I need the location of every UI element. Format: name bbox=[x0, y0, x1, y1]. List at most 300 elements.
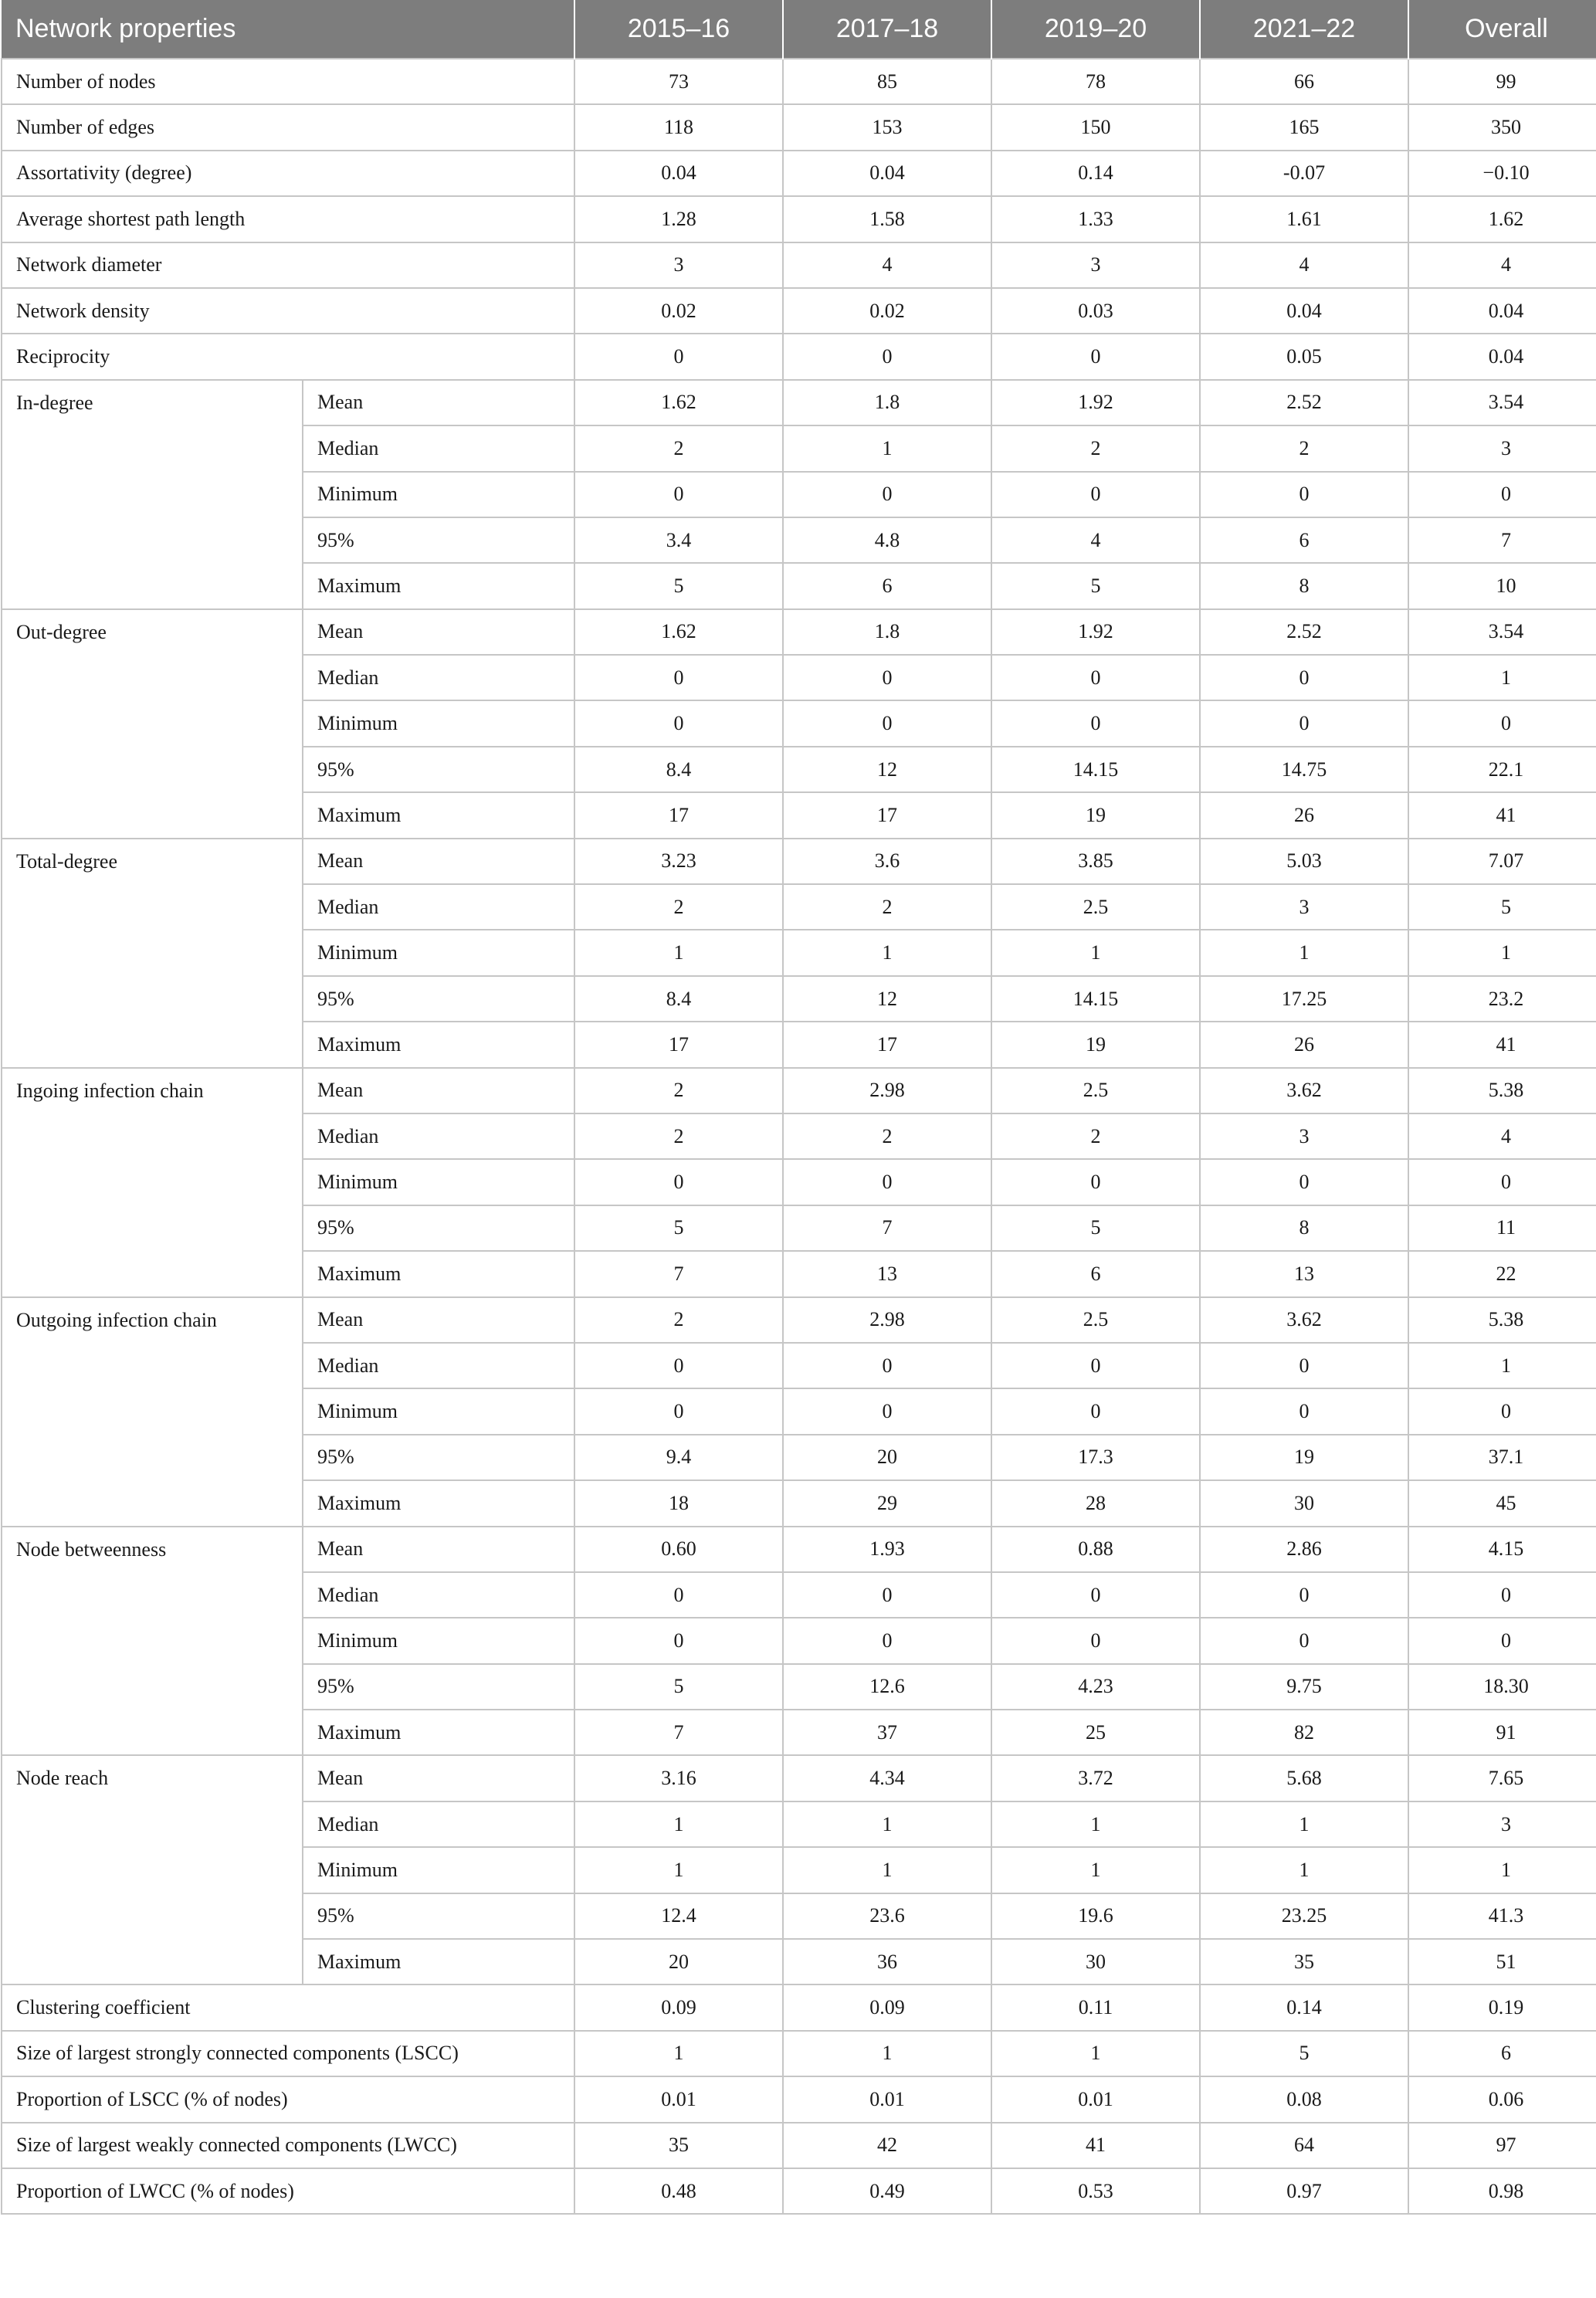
table-row bbox=[2, 288, 1596, 334]
stat-label: Median bbox=[303, 425, 574, 471]
value-cell: 7.65 bbox=[1408, 1755, 1596, 1801]
value-cell: 1.92 bbox=[991, 609, 1200, 655]
value-cell: 7 bbox=[1408, 517, 1596, 563]
value-cell: 19 bbox=[1200, 1435, 1408, 1480]
property-label: Proportion of LWCC (% of nodes) bbox=[2, 2168, 574, 2214]
stat-label: Median bbox=[303, 1343, 574, 1388]
value-cell: 3.54 bbox=[1408, 609, 1596, 655]
value-cell: 66 bbox=[1200, 59, 1408, 104]
value-cell: 1.62 bbox=[574, 609, 783, 655]
value-cell: 4.34 bbox=[783, 1755, 991, 1801]
value-cell: 9.75 bbox=[1200, 1664, 1408, 1710]
stat-label: Minimum bbox=[303, 1847, 574, 1893]
value-cell: 91 bbox=[1408, 1710, 1596, 1755]
stat-label: 95% bbox=[303, 1664, 574, 1710]
value-cell: 0.04 bbox=[783, 151, 991, 196]
value-cell: 3.85 bbox=[991, 839, 1200, 884]
group-label: Out-degree bbox=[2, 609, 303, 839]
value-cell: 2 bbox=[574, 1068, 783, 1113]
value-cell: 0 bbox=[1408, 1159, 1596, 1205]
value-cell: 4 bbox=[1200, 242, 1408, 288]
stat-label: Mean bbox=[303, 380, 574, 425]
value-cell: 17 bbox=[574, 1022, 783, 1067]
value-cell: 1 bbox=[1408, 1343, 1596, 1388]
value-cell: 1.93 bbox=[783, 1527, 991, 1572]
value-cell: 5 bbox=[574, 563, 783, 608]
table-row bbox=[2, 196, 1596, 242]
table-row bbox=[2, 1527, 1596, 1572]
value-cell: 73 bbox=[574, 59, 783, 104]
value-cell: 5.68 bbox=[1200, 1755, 1408, 1801]
value-cell: 150 bbox=[991, 104, 1200, 150]
value-cell: 1 bbox=[991, 2031, 1200, 2076]
value-cell: 0 bbox=[783, 655, 991, 700]
stat-label: 95% bbox=[303, 1205, 574, 1251]
value-cell: 0 bbox=[1408, 1618, 1596, 1663]
value-cell: 6 bbox=[783, 563, 991, 608]
value-cell: 0 bbox=[783, 1572, 991, 1618]
property-label: Number of nodes bbox=[2, 59, 574, 104]
value-cell: 153 bbox=[783, 104, 991, 150]
value-cell: 26 bbox=[1200, 1022, 1408, 1067]
value-cell: 0 bbox=[991, 472, 1200, 517]
value-cell: 2.98 bbox=[783, 1068, 991, 1113]
table-body bbox=[2, 59, 1596, 2214]
table-row bbox=[2, 1068, 1596, 1113]
stat-label: Median bbox=[303, 655, 574, 700]
value-cell: 0 bbox=[574, 1388, 783, 1434]
value-cell: 41 bbox=[1408, 792, 1596, 838]
value-cell: 9.4 bbox=[574, 1435, 783, 1480]
value-cell: 3 bbox=[574, 242, 783, 288]
value-cell: 36 bbox=[783, 1939, 991, 1984]
value-cell: 1 bbox=[1200, 1847, 1408, 1893]
stat-label: 95% bbox=[303, 976, 574, 1022]
value-cell: 14.15 bbox=[991, 747, 1200, 792]
stat-label: Maximum bbox=[303, 563, 574, 608]
value-cell: 37.1 bbox=[1408, 1435, 1596, 1480]
value-cell: 0.01 bbox=[783, 2076, 991, 2122]
value-cell: 0.03 bbox=[991, 288, 1200, 334]
value-cell: 25 bbox=[991, 1710, 1200, 1755]
group-label: Outgoing infection chain bbox=[2, 1297, 303, 1527]
value-cell: 0 bbox=[991, 334, 1200, 379]
value-cell: 1.58 bbox=[783, 196, 991, 242]
value-cell: 3.54 bbox=[1408, 380, 1596, 425]
value-cell: 23.25 bbox=[1200, 1893, 1408, 1939]
value-cell: 23.6 bbox=[783, 1893, 991, 1939]
table-row bbox=[2, 2123, 1596, 2168]
value-cell: 0 bbox=[991, 655, 1200, 700]
value-cell: 51 bbox=[1408, 1939, 1596, 1984]
value-cell: 4 bbox=[783, 242, 991, 288]
value-cell: 0.97 bbox=[1200, 2168, 1408, 2214]
value-cell: 17 bbox=[783, 792, 991, 838]
value-cell: 7.07 bbox=[1408, 839, 1596, 884]
value-cell: 4.23 bbox=[991, 1664, 1200, 1710]
value-cell: 13 bbox=[783, 1251, 991, 1296]
value-cell: 0.01 bbox=[574, 2076, 783, 2122]
value-cell: 0 bbox=[574, 1159, 783, 1205]
table-row bbox=[2, 1984, 1596, 2030]
stat-label: 95% bbox=[303, 747, 574, 792]
value-cell: 0 bbox=[574, 334, 783, 379]
table-header bbox=[2, 0, 1596, 59]
value-cell: 5 bbox=[1200, 2031, 1408, 2076]
value-cell: 2 bbox=[783, 884, 991, 930]
value-cell: 5.38 bbox=[1408, 1297, 1596, 1343]
value-cell: 0.02 bbox=[574, 288, 783, 334]
value-cell: 4.15 bbox=[1408, 1527, 1596, 1572]
value-cell: 0.14 bbox=[1200, 1984, 1408, 2030]
value-cell: 35 bbox=[1200, 1939, 1408, 1984]
table-row bbox=[2, 334, 1596, 379]
value-cell: 2 bbox=[574, 1297, 783, 1343]
value-cell: 1.28 bbox=[574, 196, 783, 242]
value-cell: 6 bbox=[991, 1251, 1200, 1296]
value-cell: 0.04 bbox=[1408, 334, 1596, 379]
value-cell: 0 bbox=[1408, 1572, 1596, 1618]
table-row bbox=[2, 1297, 1596, 1343]
value-cell: 0.19 bbox=[1408, 1984, 1596, 2030]
value-cell: 20 bbox=[783, 1435, 991, 1480]
property-label: Network density bbox=[2, 288, 574, 334]
table-row bbox=[2, 59, 1596, 104]
value-cell: 82 bbox=[1200, 1710, 1408, 1755]
stat-label: Minimum bbox=[303, 700, 574, 746]
value-cell: 5 bbox=[991, 563, 1200, 608]
table-row bbox=[2, 2031, 1596, 2076]
value-cell: 3.72 bbox=[991, 1755, 1200, 1801]
stat-label: Median bbox=[303, 1572, 574, 1618]
stat-label: Minimum bbox=[303, 1159, 574, 1205]
value-cell: 41.3 bbox=[1408, 1893, 1596, 1939]
value-cell: 1 bbox=[574, 1847, 783, 1893]
value-cell: 2.5 bbox=[991, 1297, 1200, 1343]
property-label: Assortativity (degree) bbox=[2, 151, 574, 196]
value-cell: 30 bbox=[991, 1939, 1200, 1984]
value-cell: 7 bbox=[783, 1205, 991, 1251]
value-cell: 0.04 bbox=[574, 151, 783, 196]
value-cell: 2 bbox=[991, 425, 1200, 471]
value-cell: 22 bbox=[1408, 1251, 1596, 1296]
stat-label: Mean bbox=[303, 1068, 574, 1113]
table-row bbox=[2, 104, 1596, 150]
value-cell: 26 bbox=[1200, 792, 1408, 838]
stat-label: Maximum bbox=[303, 792, 574, 838]
value-cell: 5.38 bbox=[1408, 1068, 1596, 1113]
value-cell: 3.62 bbox=[1200, 1297, 1408, 1343]
value-cell: 12 bbox=[783, 747, 991, 792]
value-cell: 2.52 bbox=[1200, 609, 1408, 655]
value-cell: 3 bbox=[1200, 1113, 1408, 1159]
stat-label: Minimum bbox=[303, 1388, 574, 1434]
table-row bbox=[2, 1755, 1596, 1801]
value-cell: 41 bbox=[991, 2123, 1200, 2168]
value-cell: −0.10 bbox=[1408, 151, 1596, 196]
value-cell: 0 bbox=[783, 334, 991, 379]
value-cell: 0 bbox=[574, 655, 783, 700]
stat-label: Maximum bbox=[303, 1022, 574, 1067]
value-cell: 1 bbox=[1408, 930, 1596, 975]
value-cell: 1 bbox=[574, 2031, 783, 2076]
value-cell: 1 bbox=[991, 930, 1200, 975]
stat-label: Maximum bbox=[303, 1480, 574, 1526]
value-cell: 0 bbox=[991, 700, 1200, 746]
value-cell: 18 bbox=[574, 1480, 783, 1526]
value-cell: 12.4 bbox=[574, 1893, 783, 1939]
property-label: Size of largest strongly connected components (LSCC) bbox=[2, 2031, 574, 2076]
value-cell: 1 bbox=[783, 930, 991, 975]
value-cell: 0 bbox=[1200, 1159, 1408, 1205]
value-cell: 1.62 bbox=[574, 380, 783, 425]
stat-label: Median bbox=[303, 1113, 574, 1159]
value-cell: 5 bbox=[1408, 884, 1596, 930]
value-cell: 1.33 bbox=[991, 196, 1200, 242]
value-cell: 4.8 bbox=[783, 517, 991, 563]
value-cell: 0 bbox=[574, 1572, 783, 1618]
value-cell: 1 bbox=[991, 1801, 1200, 1847]
property-label: Average shortest path length bbox=[2, 196, 574, 242]
value-cell: 0 bbox=[1200, 1618, 1408, 1663]
value-cell: 42 bbox=[783, 2123, 991, 2168]
value-cell: 8.4 bbox=[574, 976, 783, 1022]
value-cell: 8.4 bbox=[574, 747, 783, 792]
value-cell: 0 bbox=[991, 1388, 1200, 1434]
value-cell: 1 bbox=[783, 1801, 991, 1847]
value-cell: 3 bbox=[1200, 884, 1408, 930]
value-cell: 2 bbox=[574, 425, 783, 471]
value-cell: 78 bbox=[991, 59, 1200, 104]
value-cell: 8 bbox=[1200, 563, 1408, 608]
header-network-properties: Network properties bbox=[2, 0, 574, 59]
value-cell: 0 bbox=[991, 1159, 1200, 1205]
value-cell: 1 bbox=[783, 425, 991, 471]
group-label: In-degree bbox=[2, 380, 303, 609]
value-cell: 2.5 bbox=[991, 1068, 1200, 1113]
value-cell: 19 bbox=[991, 792, 1200, 838]
stat-label: Minimum bbox=[303, 1618, 574, 1663]
value-cell: 0.49 bbox=[783, 2168, 991, 2214]
value-cell: 0 bbox=[1200, 655, 1408, 700]
value-cell: 14.15 bbox=[991, 976, 1200, 1022]
value-cell: 11 bbox=[1408, 1205, 1596, 1251]
value-cell: 1 bbox=[1200, 1801, 1408, 1847]
value-cell: 1 bbox=[1408, 1847, 1596, 1893]
value-cell: 0 bbox=[1408, 700, 1596, 746]
value-cell: 0.09 bbox=[783, 1984, 991, 2030]
value-cell: 1.8 bbox=[783, 380, 991, 425]
value-cell: 0.01 bbox=[991, 2076, 1200, 2122]
value-cell: 0.08 bbox=[1200, 2076, 1408, 2122]
value-cell: 2 bbox=[574, 1113, 783, 1159]
value-cell: 17.3 bbox=[991, 1435, 1200, 1480]
table-row bbox=[2, 242, 1596, 288]
value-cell: 17 bbox=[783, 1022, 991, 1067]
value-cell: 0 bbox=[1200, 1572, 1408, 1618]
value-cell: -0.07 bbox=[1200, 151, 1408, 196]
value-cell: 6 bbox=[1408, 2031, 1596, 2076]
value-cell: 3.6 bbox=[783, 839, 991, 884]
value-cell: 1 bbox=[991, 1847, 1200, 1893]
value-cell: 19 bbox=[991, 1022, 1200, 1067]
value-cell: 0.48 bbox=[574, 2168, 783, 2214]
value-cell: 2 bbox=[574, 884, 783, 930]
value-cell: 64 bbox=[1200, 2123, 1408, 2168]
value-cell: 2.86 bbox=[1200, 1527, 1408, 1572]
value-cell: 1.62 bbox=[1408, 196, 1596, 242]
value-cell: 2.98 bbox=[783, 1297, 991, 1343]
value-cell: 2 bbox=[783, 1113, 991, 1159]
value-cell: 0 bbox=[1408, 472, 1596, 517]
value-cell: 8 bbox=[1200, 1205, 1408, 1251]
value-cell: 0.02 bbox=[783, 288, 991, 334]
property-label: Proportion of LSCC (% of nodes) bbox=[2, 2076, 574, 2122]
value-cell: 30 bbox=[1200, 1480, 1408, 1526]
value-cell: 1.92 bbox=[991, 380, 1200, 425]
value-cell: 7 bbox=[574, 1251, 783, 1296]
value-cell: 28 bbox=[991, 1480, 1200, 1526]
value-cell: 0 bbox=[991, 1343, 1200, 1388]
table-row bbox=[2, 839, 1596, 884]
value-cell: 0 bbox=[574, 700, 783, 746]
value-cell: 19.6 bbox=[991, 1893, 1200, 1939]
value-cell: 0.60 bbox=[574, 1527, 783, 1572]
group-label: Ingoing infection chain bbox=[2, 1068, 303, 1297]
value-cell: 1 bbox=[574, 1801, 783, 1847]
value-cell: 4 bbox=[991, 517, 1200, 563]
value-cell: 0 bbox=[1200, 472, 1408, 517]
value-cell: 4 bbox=[1408, 242, 1596, 288]
value-cell: 2 bbox=[991, 1113, 1200, 1159]
value-cell: 5.03 bbox=[1200, 839, 1408, 884]
value-cell: 2.52 bbox=[1200, 380, 1408, 425]
header-2017-18: 2017–18 bbox=[783, 0, 991, 59]
property-label: Network diameter bbox=[2, 242, 574, 288]
value-cell: 23.2 bbox=[1408, 976, 1596, 1022]
value-cell: 0.53 bbox=[991, 2168, 1200, 2214]
value-cell: 14.75 bbox=[1200, 747, 1408, 792]
stat-label: Mean bbox=[303, 609, 574, 655]
value-cell: 6 bbox=[1200, 517, 1408, 563]
value-cell: 0 bbox=[783, 1159, 991, 1205]
value-cell: 3 bbox=[991, 242, 1200, 288]
value-cell: 0 bbox=[574, 1343, 783, 1388]
value-cell: 0.04 bbox=[1200, 288, 1408, 334]
value-cell: 3 bbox=[1408, 1801, 1596, 1847]
value-cell: 0 bbox=[574, 472, 783, 517]
value-cell: 18.30 bbox=[1408, 1664, 1596, 1710]
header-row bbox=[2, 0, 1596, 59]
table-row bbox=[2, 2168, 1596, 2214]
value-cell: 20 bbox=[574, 1939, 783, 1984]
value-cell: 10 bbox=[1408, 563, 1596, 608]
value-cell: 12 bbox=[783, 976, 991, 1022]
value-cell: 0.05 bbox=[1200, 334, 1408, 379]
value-cell: 0 bbox=[1200, 1343, 1408, 1388]
value-cell: 17 bbox=[574, 792, 783, 838]
value-cell: 1 bbox=[1408, 655, 1596, 700]
value-cell: 0 bbox=[574, 1618, 783, 1663]
stat-label: Mean bbox=[303, 839, 574, 884]
value-cell: 2 bbox=[1200, 425, 1408, 471]
stat-label: 95% bbox=[303, 1435, 574, 1480]
value-cell: 29 bbox=[783, 1480, 991, 1526]
value-cell: 3.62 bbox=[1200, 1068, 1408, 1113]
stat-label: Minimum bbox=[303, 930, 574, 975]
value-cell: 85 bbox=[783, 59, 991, 104]
value-cell: 3.16 bbox=[574, 1755, 783, 1801]
value-cell: 0.06 bbox=[1408, 2076, 1596, 2122]
group-label: Total-degree bbox=[2, 839, 303, 1068]
value-cell: 0.98 bbox=[1408, 2168, 1596, 2214]
value-cell: 0.14 bbox=[991, 151, 1200, 196]
value-cell: 0.09 bbox=[574, 1984, 783, 2030]
stat-label: Mean bbox=[303, 1297, 574, 1343]
value-cell: 2.5 bbox=[991, 884, 1200, 930]
table-row bbox=[2, 151, 1596, 196]
stat-label: Maximum bbox=[303, 1251, 574, 1296]
value-cell: 17.25 bbox=[1200, 976, 1408, 1022]
stat-label: 95% bbox=[303, 1893, 574, 1939]
table-row bbox=[2, 380, 1596, 425]
stat-label: Minimum bbox=[303, 472, 574, 517]
value-cell: 0 bbox=[1408, 1388, 1596, 1434]
stat-label: Maximum bbox=[303, 1710, 574, 1755]
value-cell: 22.1 bbox=[1408, 747, 1596, 792]
stat-label: Median bbox=[303, 1801, 574, 1847]
value-cell: 1.8 bbox=[783, 609, 991, 655]
value-cell: 5 bbox=[991, 1205, 1200, 1251]
value-cell: 0 bbox=[783, 1343, 991, 1388]
header-overall: Overall bbox=[1408, 0, 1596, 59]
value-cell: 3.23 bbox=[574, 839, 783, 884]
network-properties-table bbox=[1, 0, 1596, 2215]
stat-label: 95% bbox=[303, 517, 574, 563]
value-cell: 7 bbox=[574, 1710, 783, 1755]
value-cell: 0 bbox=[1200, 700, 1408, 746]
value-cell: 12.6 bbox=[783, 1664, 991, 1710]
stat-label: Mean bbox=[303, 1755, 574, 1801]
stat-label: Median bbox=[303, 884, 574, 930]
value-cell: 13 bbox=[1200, 1251, 1408, 1296]
value-cell: 1 bbox=[783, 2031, 991, 2076]
value-cell: 41 bbox=[1408, 1022, 1596, 1067]
value-cell: 118 bbox=[574, 104, 783, 150]
value-cell: 0 bbox=[783, 472, 991, 517]
header-2015-16: 2015–16 bbox=[574, 0, 783, 59]
value-cell: 0 bbox=[783, 1618, 991, 1663]
value-cell: 3 bbox=[1408, 425, 1596, 471]
header-2021-22: 2021–22 bbox=[1200, 0, 1408, 59]
value-cell: 99 bbox=[1408, 59, 1596, 104]
value-cell: 0 bbox=[783, 1388, 991, 1434]
property-label: Number of edges bbox=[2, 104, 574, 150]
value-cell: 0.88 bbox=[991, 1527, 1200, 1572]
value-cell: 4 bbox=[1408, 1113, 1596, 1159]
property-label: Size of largest weakly connected components (LWCC) bbox=[2, 2123, 574, 2168]
stat-label: Maximum bbox=[303, 1939, 574, 1984]
value-cell: 0.04 bbox=[1408, 288, 1596, 334]
value-cell: 97 bbox=[1408, 2123, 1596, 2168]
stat-label: Mean bbox=[303, 1527, 574, 1572]
value-cell: 165 bbox=[1200, 104, 1408, 150]
group-label: Node reach bbox=[2, 1755, 303, 1984]
value-cell: 1 bbox=[783, 1847, 991, 1893]
value-cell: 0 bbox=[783, 700, 991, 746]
value-cell: 5 bbox=[574, 1205, 783, 1251]
group-label: Node betweenness bbox=[2, 1527, 303, 1756]
